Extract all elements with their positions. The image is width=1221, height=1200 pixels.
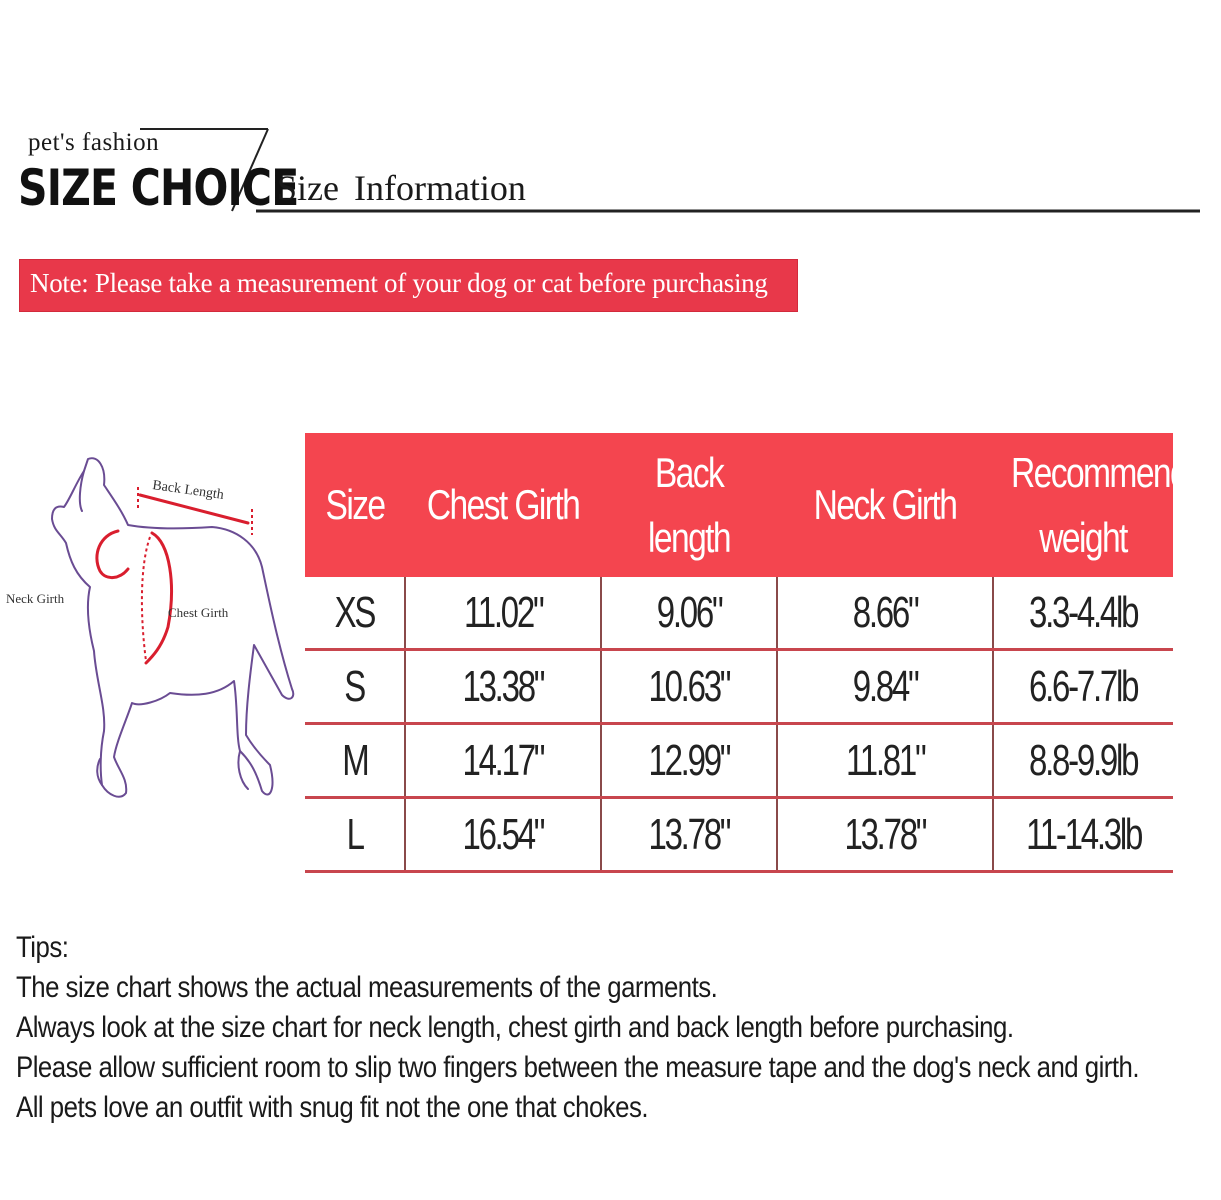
table-cell: 8.66" [777,577,993,650]
back-length-marker [140,495,248,523]
table-row [305,724,1173,798]
brand-tagline: pet's fashion [28,129,160,156]
tips-title: Tips: [16,931,69,964]
neck-girth-marker [97,531,128,578]
size-chart-table [305,433,1221,873]
table-cell: XS [305,577,405,650]
table-cell: 8.8-9.9lb [993,724,1173,798]
table-cell: 9.06" [601,577,777,650]
column-header-chest-girth: Chest Girth [426,481,580,529]
tip-line: Please allow sufficient room to slip two fingers between the measure tape and the dog's neck and girth. [16,1051,1140,1084]
table-cell: 12.99" [601,724,777,798]
table-cell: 13.78" [601,798,777,872]
page-title: Size Information [277,168,526,208]
table-cell: 14.17" [405,724,601,798]
table-row [305,798,1173,872]
table-cell: 13.78" [777,798,993,872]
dog-measurement-diagram [0,445,305,805]
dog-outline-icon [52,458,293,796]
table-row [305,577,1173,650]
measurement-markers [97,495,248,663]
table-cell: M [305,724,405,798]
column-header-back-length: Back length [648,448,730,561]
table-cell: 11.02" [405,577,601,650]
column-header-size: Size [325,481,385,529]
header [0,125,1200,225]
table-cell: 3.3-4.4lb [993,577,1173,650]
column-header-neck-girth: Neck Girth [813,481,957,529]
back-length-label: Back Length [151,478,225,503]
table-cell: S [305,650,405,724]
table-cell: 6.6-7.7lb [993,650,1173,724]
brand-title: SIZE CHOICE [18,159,299,217]
column-header-recommended-weight: Recommended weight [1011,448,1221,561]
table-header-row [305,433,1173,577]
table-row [305,650,1173,724]
table-cell: 13.38" [405,650,601,724]
tips-section [16,928,1200,1128]
table-cell: 11.81" [777,724,993,798]
note-banner [20,260,797,311]
note-text: Note: Please take a measurement of your dog or cat before purchasing [30,268,768,298]
table-cell: 10.63" [601,650,777,724]
chest-girth-label: Chest Girth [168,605,229,620]
tip-line: The size chart shows the actual measurements of the garments. [16,971,718,1004]
tip-line: Always look at the size chart for neck length, chest girth and back length before purchasing. [16,1011,1014,1044]
tip-line: All pets love an outfit with snug fit not the one that chokes. [16,1091,649,1124]
table-cell: 11-14.3lb [993,798,1173,872]
neck-girth-label: Neck Girth [6,591,65,606]
table-cell: 9.84" [777,650,993,724]
table-cell: 16.54" [405,798,601,872]
table-cell: L [305,798,405,872]
chest-girth-marker [146,533,171,663]
